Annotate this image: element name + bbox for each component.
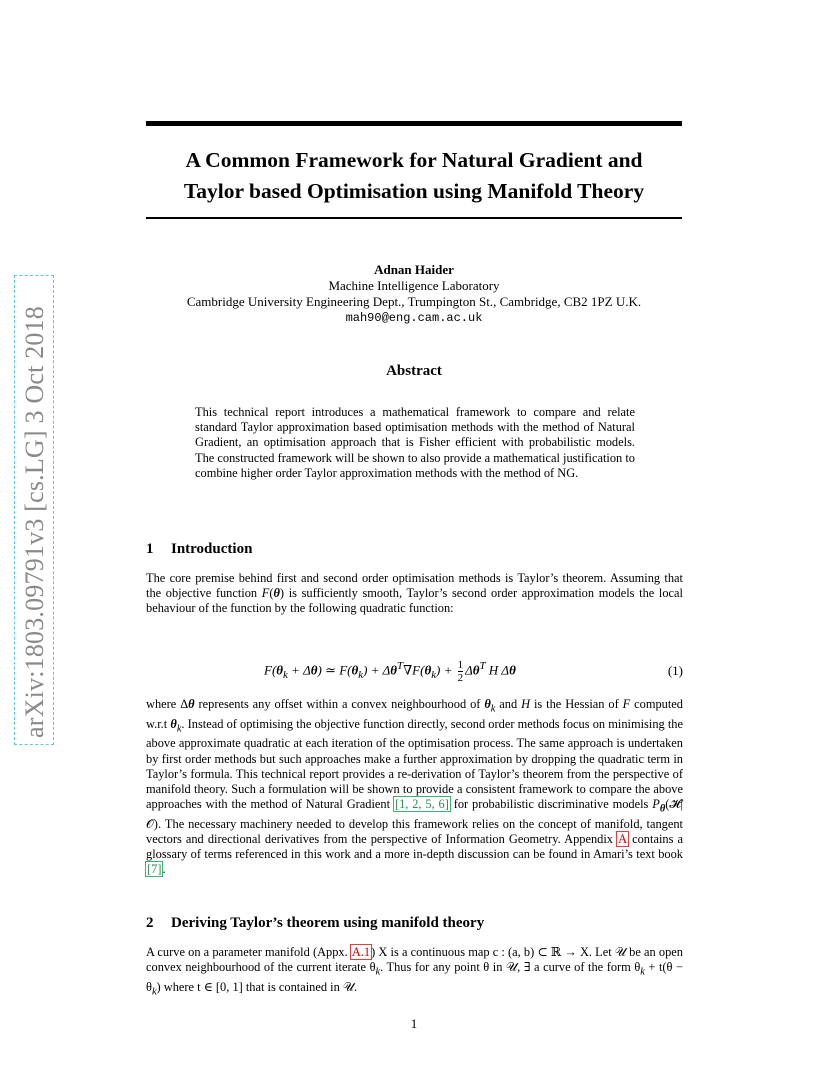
text-run: contains a glossary of terms referenced in this work and a more in-depth discussion can be found in Amari’s text book	[146, 832, 683, 862]
text-run: represents any offset within a convex neighbourhood of	[194, 697, 485, 711]
text-run: . Thus for any point θ in 𝒰, ∃ a curve of the form θ	[380, 960, 641, 975]
text-run: and	[495, 697, 522, 711]
section-1-heading	[146, 541, 252, 558]
section-2-title: Deriving Taylor’s theorem using manifold theory	[171, 915, 485, 931]
paper-title	[146, 145, 682, 207]
equation-1-formula: $F(\theta_k + \Delta\theta)$ ≃ $F(\theta_k) + \Delta\theta^T\nabla F(\theta_k)$ + $\frac{1}{2}$ $\Delta\theta^T$ H Δθ	[264, 659, 516, 684]
title-line-1: A Common Framework for Natural Gradient and	[185, 148, 643, 172]
text-run: is sufficiently smooth, Taylor’s second order approximation models the local behaviour of the function by the following quadratic function:	[146, 586, 683, 616]
text-run: ) X is a continuous map c : (a, b) ⊂ ℝ → X. Let 𝒰 be an open convex neighbourhood of the current iterate θ	[146, 945, 683, 975]
section-1-title: Introduction	[171, 541, 253, 557]
text-run: A curve on a parameter manifold (Appx.	[146, 945, 351, 959]
text-run: + t(θ − θ	[146, 960, 683, 994]
text-run: where	[146, 697, 181, 711]
title-rule-top	[146, 121, 682, 126]
appendix-link[interactable]: A.1	[351, 945, 371, 959]
section-2-heading	[146, 915, 484, 932]
arxiv-stamp: arXiv:1803.09791v3 [cs.LG] 3 Oct 2018	[14, 275, 54, 745]
appendix-link[interactable]: A	[618, 832, 628, 847]
text-run: is the Hessian of	[530, 697, 623, 711]
citation-link[interactable]: [1, 2, 5, 6]	[394, 797, 449, 812]
citation-link[interactable]: [7]	[147, 862, 162, 877]
text-run: . The necessary machinery needed to develop this framework relies on the concept of manifold, tangent vectors and directional derivatives from the perspective of Information Geometry. Appendix	[146, 816, 683, 847]
text-run: . Instead of optimising the objective function directly, second order methods focus on minimising the above approximate quadratic at each iteration of the optimisation process. The same approach is undertaken by first order methods but such approaches make a further approximation by dropping the quadratic term in Taylor’s formula. This technical report provides a re-derivation of Taylor’s theorem from the perspective of manifold theory. Such a formulation will be shown to provide a consistent framework to compare the above approaches with the method of Natural Gradient	[146, 716, 683, 812]
equation-1	[146, 655, 683, 689]
section-1-paragraph-1: The core premise behind first and second order optimisation methods is Taylor’s theorem. Assuming that the objective function F(θ) is sufficiently smooth, Taylor’s second order approximation models the local behaviour of the function by the following quadratic function:	[146, 571, 683, 616]
text-run: .	[162, 862, 166, 877]
title-rule-bottom	[146, 217, 682, 219]
section-1-paragraph-2: where Δθ represents any offset within a convex neighbourhood of $\theta_k$ and H is the Hessian of F computed w.r.t $\theta_k$. Instead of optimising the objective function directly, second order methods focus on minimising the above approximate quadratic at each iteration of the optimisation process. The same approach is undertaken by first order methods but such approaches make a further approximation by dropping the quadratic term in Taylor’s formula. This technical report provides a re-derivation of Taylor’s theorem from the perspective of manifold theory. Such a formulation will be shown to provide a consistent framework to compare the above approaches with the method of Natural Gradient [1, 2, 5, 6] for probabilistic discriminative models $P_\theta(𝓗|𝒪)$. The necessary machinery needed to develop this framework relies on the concept of manifold, tangent vectors and directional derivatives from the perspective of Information Geometry. Appendix A contains a glossary of terms referenced in this work and a more in-depth discussion can be found in Amari’s text book [7].	[146, 697, 684, 877]
section-1-number: 1	[146, 541, 154, 557]
author-email: mah90@eng.cam.ac.uk	[345, 311, 483, 325]
page-number: 1	[410, 1016, 418, 1031]
text-run: The core premise behind first and second order optimisation methods is Taylor’s theorem. Assuming that the objective function	[146, 571, 683, 601]
text-run: for probabilistic discriminative models	[449, 797, 653, 812]
author-affiliation-lab: Machine Intelligence Laboratory	[328, 278, 500, 293]
text-run: ) where t ∈ [0, 1] that is contained in 𝒰.	[156, 979, 358, 994]
abstract-text: This technical report introduces a mathematical framework to compare and relate standard Taylor approximation based optimisation methods with the method of Natural Gradient, an optimisation approach that is Fisher efficient with probabilistic models. The constructed framework will be shown to also provide a mathematical justification to combine higher order Taylor approximation methods with the method of NG.	[195, 405, 635, 480]
section-2-number: 2	[146, 915, 154, 931]
title-line-2: Taylor based Optimisation using Manifold Theory	[183, 179, 645, 203]
author-name: Adnan Haider	[374, 262, 454, 277]
abstract-heading: Abstract	[386, 363, 442, 379]
author-block	[146, 262, 682, 326]
text-run: computed w.r.t	[146, 697, 684, 731]
equation-1-number: (1)	[667, 663, 683, 678]
section-2-paragraph-1: A curve on a parameter manifold (Appx. A.1) X is a continuous map c : (a, b) ⊂ ℝ → X. Let 𝒰 be an open convex neighbourhood of the current iterate $\theta_k$. Thus for any point θ in 𝒰, ∃ a curve of the form $\theta_k + t(\theta - \theta_k)$ where t ∈ [0, 1] that is contained in 𝒰.	[146, 945, 683, 998]
author-affiliation-dept: Cambridge University Engineering Dept., Trumpington St., Cambridge, CB2 1PZ U.K.	[186, 294, 642, 309]
